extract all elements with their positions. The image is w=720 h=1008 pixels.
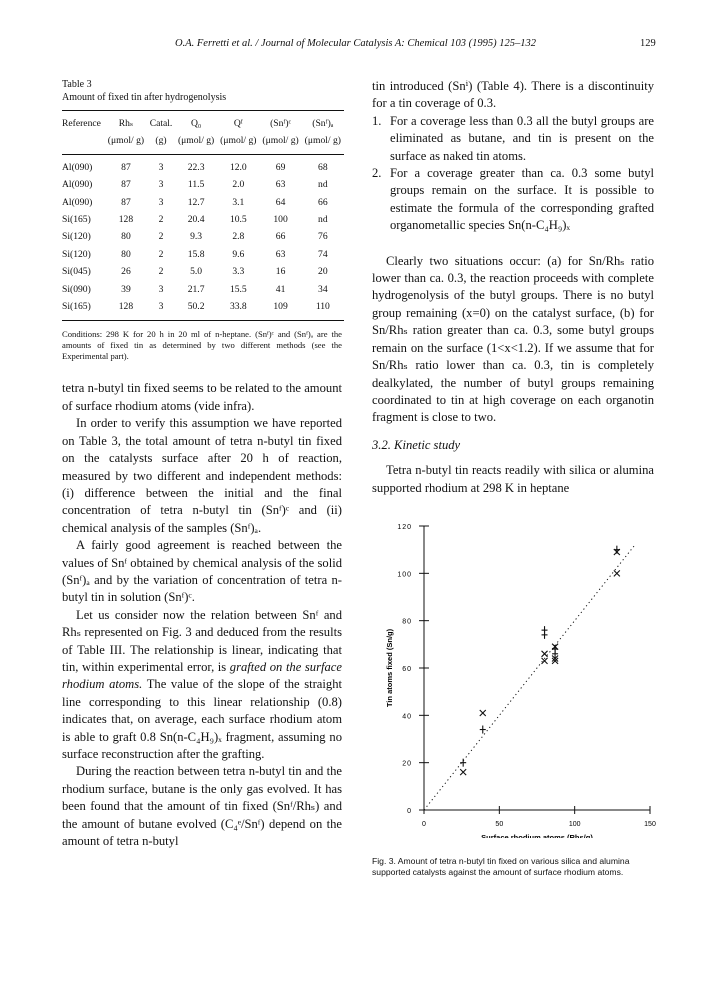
table-cell: 3 [158, 161, 164, 173]
table-cell: 34 [318, 283, 328, 295]
table-cell: nd [318, 214, 328, 226]
table-footnote: Conditions: 298 K for 20 h in 20 ml of n-heptane. (Snᶠ)ᶜ and (Snᶠ)ₐ are the amounts of fixed tin as determined by two different methods (see the Experimental part). [62, 329, 342, 362]
column-unit: (μmol/ g) [259, 132, 301, 154]
paragraph: During the reaction between tetra n-butyl tin and the rhodium surface, butane is the only gas evolved. It has been found that the amount of tin fixed (Snᶠ/Rhₛ) and the amount of butane evolved (C₄ᵉ/Snᶠ) depend on the amount of tetra n-butyl [62, 764, 342, 849]
table-cell: Al(090) [62, 196, 93, 208]
table-cell: 2 [158, 266, 164, 278]
y-tick-label: 60 [402, 666, 412, 673]
plus-marker-point [460, 759, 466, 767]
emphasis-text: grafted on the surface rhodium atoms. [62, 659, 342, 692]
table-cell: Si(090) [62, 283, 91, 295]
column-header: Qᶠ [217, 111, 259, 133]
table-cell: 12.7 [187, 196, 205, 208]
table-row [62, 228, 344, 245]
table-cell: 5.0 [190, 266, 203, 278]
y-tick-label: 120 [397, 524, 412, 531]
table-cell: nd [318, 179, 328, 191]
table-cell: 63 [275, 248, 286, 260]
table-cell: 3 [158, 283, 164, 295]
fit-line [424, 545, 635, 810]
table-row [62, 281, 344, 298]
table-label: Table 3 [62, 79, 92, 90]
figure-3 [372, 518, 662, 838]
table-cell: 66 [275, 231, 286, 243]
table-row [62, 194, 344, 211]
table-cell: 20 [318, 266, 328, 278]
y-tick-label: 80 [402, 618, 412, 626]
y-tick-label: 0 [407, 808, 412, 815]
table-cell: 20.4 [187, 214, 205, 226]
x-tick-label: 50 [495, 821, 504, 828]
paragraph: tetra n-butyl tin fixed seems to be related to the amount of surface rhodium atoms (vide infra). [62, 381, 342, 413]
column-header: Catal. [147, 111, 175, 133]
table-cell: 76 [318, 231, 328, 243]
column-header: Rhₛ [105, 111, 147, 133]
table-caption [62, 78, 342, 104]
column-unit: (g) [147, 132, 175, 154]
list-item [372, 165, 654, 235]
table-cell: Si(120) [62, 231, 91, 243]
table-cell: 15.8 [187, 248, 205, 260]
table-cell: 3 [147, 298, 175, 321]
table-cell: Si(165) [62, 214, 91, 226]
left-column [62, 78, 342, 850]
table-cell: 9.3 [190, 231, 203, 243]
x-marker-point [614, 570, 620, 576]
column-header: (Snᶠ)ᶜ [259, 111, 301, 133]
table-cell: 3.1 [232, 196, 245, 208]
list-item [372, 113, 654, 165]
list-number: 1. [372, 113, 382, 128]
x-tick-label: 0 [422, 821, 426, 828]
column-unit: (μmol/ g) [217, 132, 259, 154]
x-axis-label: Surface rhodium atoms (Rhs/g) [481, 833, 593, 838]
table-row [62, 176, 344, 193]
text-run: Let us consider now the relation between Snᶠ and Rhₛ represented on Fig. 3 and deduced from the results of Table III. The relationship is linear, indicating that tin, within experimental error, is [62, 607, 342, 674]
table-row [62, 263, 344, 280]
table-cell: 41 [275, 283, 286, 295]
list-item-text: For a coverage greater than ca. 0.3 some butyl groups remain on the surface. It is possible to estimate the formula of the corresponding grafted organometallic species Sn(n-C₄H₉)ₓ [390, 166, 654, 233]
table-cell: 87 [121, 196, 131, 208]
text-run: The value of the slope of the straight line corresponding to this linear relationship (0.8) indicates that, on average, each surface rhodium atom is able to graft 0.8 Sn(n-C₄H₉)ₓ fragment, assuming no surface reconstruction after the grafting. [62, 677, 342, 761]
table-cell: 2.0 [232, 179, 245, 191]
table-cell: 33.8 [217, 298, 259, 321]
table-cell: 80 [121, 231, 131, 243]
column-header: Reference [62, 111, 105, 133]
table-cell: 69 [275, 161, 286, 173]
table-cell: 128 [118, 214, 134, 226]
table-cell: 80 [121, 248, 131, 260]
table-cell: 10.5 [229, 214, 247, 226]
table-cell: 109 [259, 298, 301, 321]
table-cell: 15.5 [229, 283, 247, 295]
column-unit [62, 132, 105, 154]
table-cell: Al(090) [62, 179, 93, 191]
column-unit: (μmol/ g) [105, 132, 147, 154]
table-cell: Si(045) [62, 266, 91, 278]
table-cell: 2 [158, 214, 164, 226]
plus-marker-point [614, 546, 620, 554]
plus-marker-point [542, 631, 548, 639]
table-cell: 12.0 [229, 161, 247, 173]
table-cell: 21.7 [187, 283, 205, 295]
table-cell: 74 [318, 248, 328, 260]
table-cell: 87 [121, 161, 131, 173]
table-cell: Si(120) [62, 248, 91, 260]
figure-caption: Fig. 3. Amount of tetra n-butyl tin fixed on various silica and alumina supported catalysts against the amount of surface rhodium atoms. [372, 856, 630, 877]
table-cell: 9.6 [232, 248, 245, 260]
table-cell: Al(090) [62, 161, 93, 173]
table-cell: 128 [105, 298, 147, 321]
table-cell: Si(165) [62, 298, 105, 321]
table-title: Amount of fixed tin after hydrogenolysis [62, 92, 227, 103]
y-tick-label: 100 [397, 571, 412, 579]
paragraph: A fairly good agreement is reached between the values of Snᶠ obtained by chemical analysis of the solid (Snᶠ)ₐ and by the variation of concentration of tetra n-butyl tin in solution (Snᶠ)ᶜ. [62, 538, 342, 605]
x-tick-label: 150 [644, 821, 656, 828]
x-marker-point [542, 651, 548, 657]
table-cell: 66 [318, 196, 328, 208]
paragraph: Tetra n-butyl tin reacts readily with silica or alumina supported rhodium at 298 K in heptane [372, 463, 654, 495]
y-tick-label: 20 [402, 760, 412, 768]
table-cell: 110 [302, 298, 344, 321]
y-tick-label: 40 [402, 713, 412, 721]
right-column [372, 78, 654, 497]
table-cell: 87 [121, 179, 131, 191]
table-cell: 2 [158, 231, 164, 243]
table-cell: 26 [121, 266, 131, 278]
column-unit: (μmol/ g) [302, 132, 344, 154]
table-cell: 64 [275, 196, 286, 208]
column-header: (Snᶠ)ₐ [302, 111, 344, 133]
table-cell: 3 [158, 196, 164, 208]
table-cell: 100 [273, 214, 288, 226]
list-number: 2. [372, 166, 382, 181]
section-heading: 3.2. Kinetic study [372, 437, 461, 452]
table-cell: 63 [275, 179, 286, 191]
column-unit: (μmol/ g) [175, 132, 217, 154]
x-marker-point [480, 710, 486, 716]
table-row [62, 211, 344, 228]
table-row [62, 154, 344, 176]
table-cell: 50.2 [175, 298, 217, 321]
table-cell: 16 [275, 266, 286, 278]
table-cell: 39 [121, 283, 131, 295]
table-row [62, 246, 344, 263]
paragraph: Clearly two situations occur: (a) for Sn/Rhₛ ratio lower than ca. 0.3, the reaction proceeds with complete hydrogenolysis of the butyl groups. There is no butyl group remaining (x=0) on the catalyst surface, (b) for Sn/Rhₛ ration greater than ca. 0.3, some butyl groups remain on the surface (1<x<1.2). If we assume that for Sn/Rhₛ ratio lower than ca. 0.3, tin is completely dealkylated, the number of butyl groups remaining coordinated to tin at high coverage on each organotin fragment is close to two. [372, 253, 654, 425]
x-tick-label: 100 [568, 821, 581, 828]
table-row [62, 298, 344, 321]
paragraph: tin introduced (Snⁱ) (Table 4). There is a discontinuity for a tin coverage of 0.3. [372, 79, 654, 111]
scatter-chart [372, 518, 662, 838]
table-3 [62, 110, 344, 321]
paragraph [62, 607, 342, 764]
table-cell: 2 [158, 248, 164, 260]
running-header: O.A. Ferretti et al. / Journal of Molecular Catalysis A: Chemical 103 (1995) 125–132 [175, 38, 537, 49]
y-axis-label: Tin atoms fixed (Sn/g) [385, 628, 394, 708]
column-header: Q₀ [175, 111, 217, 133]
paragraph: In order to verify this assumption we have reported on Table 3, the total amount of tetra n-butyl tin fixed on the catalysts surface after 20 h of reaction, measured by two different and independent methods: (i) difference between the initial and the final concentration of tetra n-butyl tin (Snᶠ)ᶜ and (ii) chemical analysis of the samples (Snᶠ)ₐ. [62, 416, 342, 535]
x-marker-point [460, 769, 466, 775]
numbered-list [372, 113, 654, 235]
table-cell: 22.3 [187, 161, 205, 173]
plus-marker-point [480, 726, 486, 734]
table-cell: 68 [318, 161, 328, 173]
page-number: 129 [640, 38, 656, 49]
table-cell: 3.3 [232, 266, 245, 278]
table-cell: 11.5 [187, 179, 205, 191]
table-cell: 3 [158, 179, 164, 191]
list-item-text: For a coverage less than 0.3 all the butyl groups are eliminated as butane, and tin is present on the surface as naked tin atoms. [390, 113, 654, 163]
table-cell: 2.8 [232, 231, 245, 243]
